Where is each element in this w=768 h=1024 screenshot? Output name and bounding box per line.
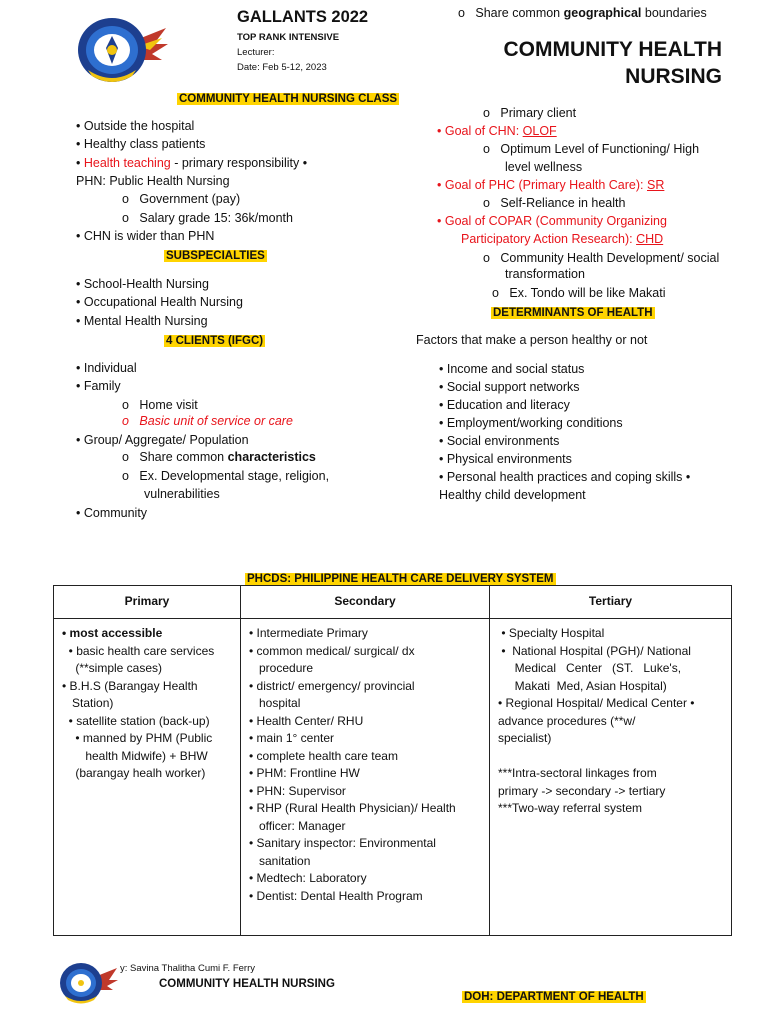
table-cell-line: primary -> secondary -> tertiary [498,783,666,798]
table-cell-line: • most accessible [62,626,163,640]
list-item: • Social support networks [439,380,580,394]
table-cell-line: • manned by PHM (Public [62,731,213,745]
table-cell-line: Medical Center (ST. Luke's, [498,661,682,675]
table-cell-line: • Sanitary inspector: Environmental [249,836,436,850]
table-cell-line: (**simple cases) [62,661,163,675]
goal-copar-example: o Ex. Tondo will be like Makati [492,286,666,300]
table-cell-line: sanitation [249,853,311,868]
table-cell-line: advance procedures (**w/ [498,713,636,728]
list-item: • Mental Health Nursing [76,314,208,328]
goal-copar-desc: o Community Health Development/ social [483,251,720,265]
table-cell-line: • Medtech: Laboratory [249,871,367,885]
doc-subtitle: TOP RANK INTENSIVE [237,32,340,43]
table-cell-line: (barangay healh worker) [62,766,206,780]
determinants-list [439,360,690,504]
clients-heading: 4 CLIENTS (IFGC) [166,335,264,347]
family-sub: o Home visit [122,398,198,412]
table-cell-line: • Dentist: Dental Health Program [249,888,423,903]
table-cell-line: • district/ emergency/ provincial [249,678,415,693]
table-cell-line: specialist) [498,731,552,745]
table-cell-line: • PHM: Frontline HW [249,766,360,780]
date-label: Date: Feb 5-12, 2023 [237,62,327,73]
lecturer-label: Lecturer: [237,47,275,58]
goal-chn-desc: o Optimum Level of Functioning/ High [483,142,700,156]
secondary-cell [241,619,490,936]
table-cell-line: • basic health care services [62,643,215,658]
primary-cell [54,619,241,936]
phn-sub: o Salary grade 15: 36k/month [122,211,293,225]
gallants-logo [74,10,170,90]
doh-label: DOH: DEPARTMENT OF HEALTH [464,991,644,1003]
table-cell-line: • RHP (Rural Health Physician)/ Health [249,801,456,815]
table-cell-line: • Regional Hospital/ Medical Center • [498,696,695,710]
list-item: • Community [76,506,148,520]
goal-copar-desc-2: transformation [505,267,585,281]
phcds-table [53,585,732,936]
list-item: • Education and literacy [439,398,570,412]
goal-copar: • Goal of COPAR (Community Organizing [437,214,667,228]
goal-chn-desc-2: level wellness [505,160,583,174]
table-cell-line: • Intermediate Primary [249,626,368,640]
list-item: • Healthy class patients [76,137,206,151]
list-item: • Occupational Health Nursing [76,295,243,309]
table-cell-line: • PHN: Supervisor [249,783,346,798]
chn-wider: • CHN is wider than PHN [76,229,215,243]
goal-copar-2: Participatory Action Research): CHD [461,232,664,246]
table-cell-line: health Midwife) + BHW [62,748,208,763]
list-item: • Outside the hospital [76,119,195,133]
phn-definition: PHN: Public Health Nursing [76,174,230,188]
table-cell-spacer [498,748,725,766]
list-item: • Family [76,379,121,393]
table-cell-line: ***Intra-sectoral linkages from [498,766,657,780]
table-cell-line: procedure [249,661,314,675]
big-title: COMMUNITY HEALTH NURSING [503,38,722,88]
table-cell-line: ***Two-way referral system [498,801,643,815]
list-item: Healthy child development [439,488,586,502]
geo-boundaries: o Share common geographical boundaries [458,6,707,20]
table-cell-line: • satellite station (back-up) [62,713,210,728]
table-cell-line: • B.H.S (Barangay Health [62,678,198,693]
phn-sub: o Government (pay) [122,192,241,206]
list-item: • Income and social status [439,362,585,376]
table-cell-line: officer: Manager [249,818,346,833]
goal-phc-desc: o Self-Reliance in health [483,196,626,210]
list-item: • Personal health practices and coping skills • [439,470,691,484]
table-cell-line: Station) [62,696,114,710]
group-sub: o Ex. Developmental stage, religion, [122,469,330,483]
table-header-tertiary: Tertiary [490,586,732,619]
doc-title: GALLANTS 2022 [237,8,369,26]
goal-chn: • Goal of CHN: OLOF [437,124,557,138]
list-item: • Social environments [439,434,560,448]
footer-course: COMMUNITY HEALTH NURSING [159,978,335,990]
table-cell-line: • Health Center/ RHU [249,713,364,728]
family-basic-unit: o Basic unit of service or care [122,414,293,428]
table-cell-line: • common medical/ surgical/ dx [249,643,415,658]
list-item: • Physical environments [439,452,572,466]
table-cell-line: • Specialty Hospital [498,626,605,640]
health-teaching: • Health teaching - primary responsibility • [76,156,308,170]
primary-client: o Primary client [483,106,577,120]
list-item: • Group/ Aggregate/ Population [76,433,249,447]
table-cell-line: Makati Med, Asian Hospital) [498,678,667,693]
section-heading: COMMUNITY HEALTH NURSING CLASS [179,93,398,105]
table-cell-line: hospital [249,696,301,710]
list-item: • School-Health Nursing [76,277,209,291]
author-credit: y: Savina Thalitha Cumi F. Ferry [120,963,255,974]
determinants-intro: Factors that make a person healthy or not [416,333,648,347]
group-sub: o Share common characteristics [122,450,316,464]
goal-phc: • Goal of PHC (Primary Health Care): SR [437,178,665,192]
list-item: • Individual [76,361,137,375]
footer-logo [57,960,119,1006]
table-header-primary: Primary [54,586,241,619]
group-sub-2: vulnerabilities [144,487,220,501]
subspecialties-heading: SUBSPECIALTIES [166,250,265,262]
table-header-secondary: Secondary [241,586,490,619]
table-cell-line: • National Hospital (PGH)/ National [498,643,691,658]
list-item: • Employment/working conditions [439,416,623,430]
tertiary-cell [490,619,732,936]
table-cell-line: • main 1° center [249,731,335,745]
table-cell-line: • complete health care team [249,748,398,763]
phcds-heading: PHCDS: PHILIPPINE HEALTH CARE DELIVERY SYSTEM [247,573,554,585]
determinants-heading: DETERMINANTS OF HEALTH [493,307,653,319]
